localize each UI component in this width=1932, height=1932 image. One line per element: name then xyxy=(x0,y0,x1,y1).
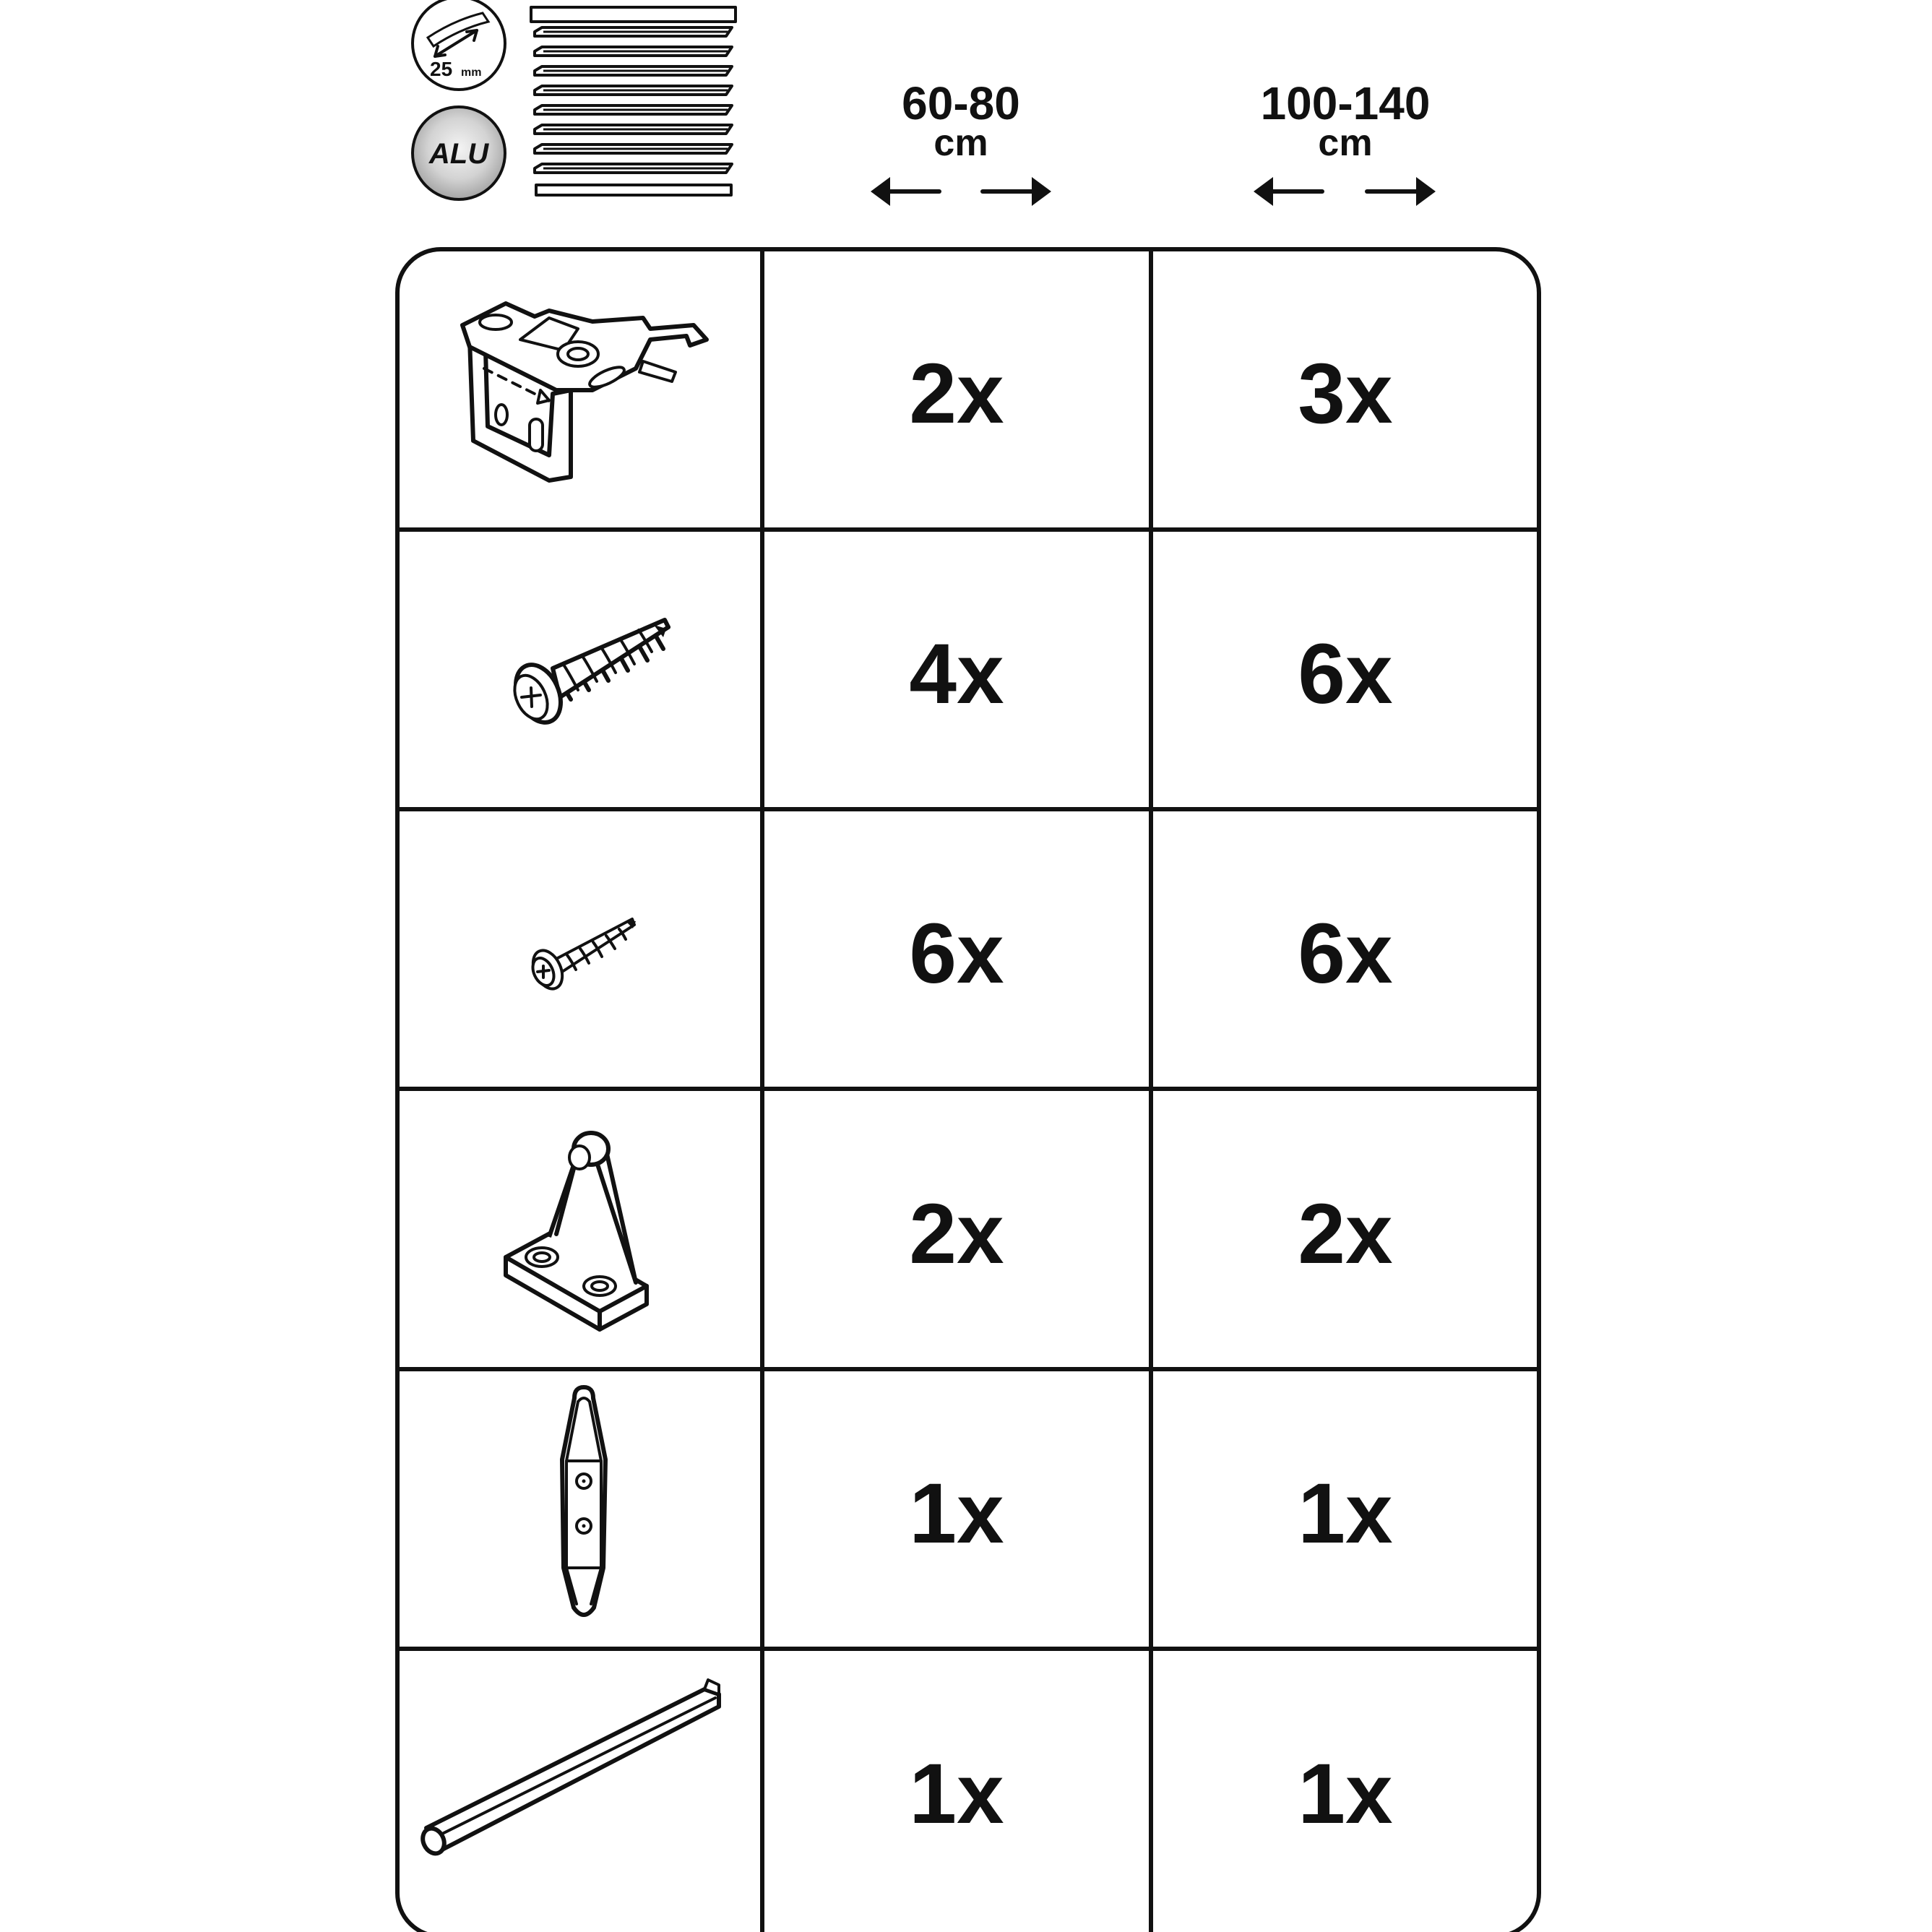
column-1-unit: cm xyxy=(933,122,988,164)
screw-large-icon xyxy=(507,620,668,730)
column-1-range: 60-80 xyxy=(902,77,1020,129)
slat-width-value: 25 xyxy=(430,58,453,80)
venetian-blind-icon xyxy=(531,7,736,195)
slat-width-unit: mm xyxy=(461,66,482,79)
tilt-rod-icon xyxy=(419,1680,719,1857)
column-2-range: 100-140 xyxy=(1260,77,1431,129)
width-arrows-icon xyxy=(1254,177,1436,206)
column-header-2 xyxy=(1254,77,1436,206)
wand-connector-icon xyxy=(562,1387,605,1615)
row-6-count-100-140: 1x xyxy=(1298,1746,1393,1842)
material-label: ALU xyxy=(428,138,489,170)
row-5-count-60-80: 1x xyxy=(909,1466,1004,1561)
column-2-unit: cm xyxy=(1318,122,1373,164)
row-3-count-60-80: 6x xyxy=(909,906,1004,1001)
row-1-count-100-140: 3x xyxy=(1298,346,1393,441)
slat-width-badge xyxy=(413,0,505,90)
aluminium-badge xyxy=(413,107,505,199)
parts-table xyxy=(397,249,1539,1932)
row-5-count-100-140: 1x xyxy=(1298,1466,1393,1561)
screw-small-icon xyxy=(527,919,636,993)
blind-bottom-rail xyxy=(536,185,731,195)
width-arrows-icon xyxy=(871,177,1051,206)
bottom-holder-icon xyxy=(506,1133,647,1329)
bracket-icon xyxy=(462,303,707,480)
row-4-count-100-140: 2x xyxy=(1298,1186,1393,1282)
row-6-count-60-80: 1x xyxy=(909,1746,1004,1842)
row-2-count-100-140: 6x xyxy=(1298,626,1393,722)
row-1-count-60-80: 2x xyxy=(909,346,1004,441)
column-header-1 xyxy=(871,77,1051,206)
row-4-count-60-80: 2x xyxy=(909,1186,1004,1282)
row-2-count-60-80: 4x xyxy=(909,626,1004,722)
row-3-count-100-140: 6x xyxy=(1298,906,1393,1001)
